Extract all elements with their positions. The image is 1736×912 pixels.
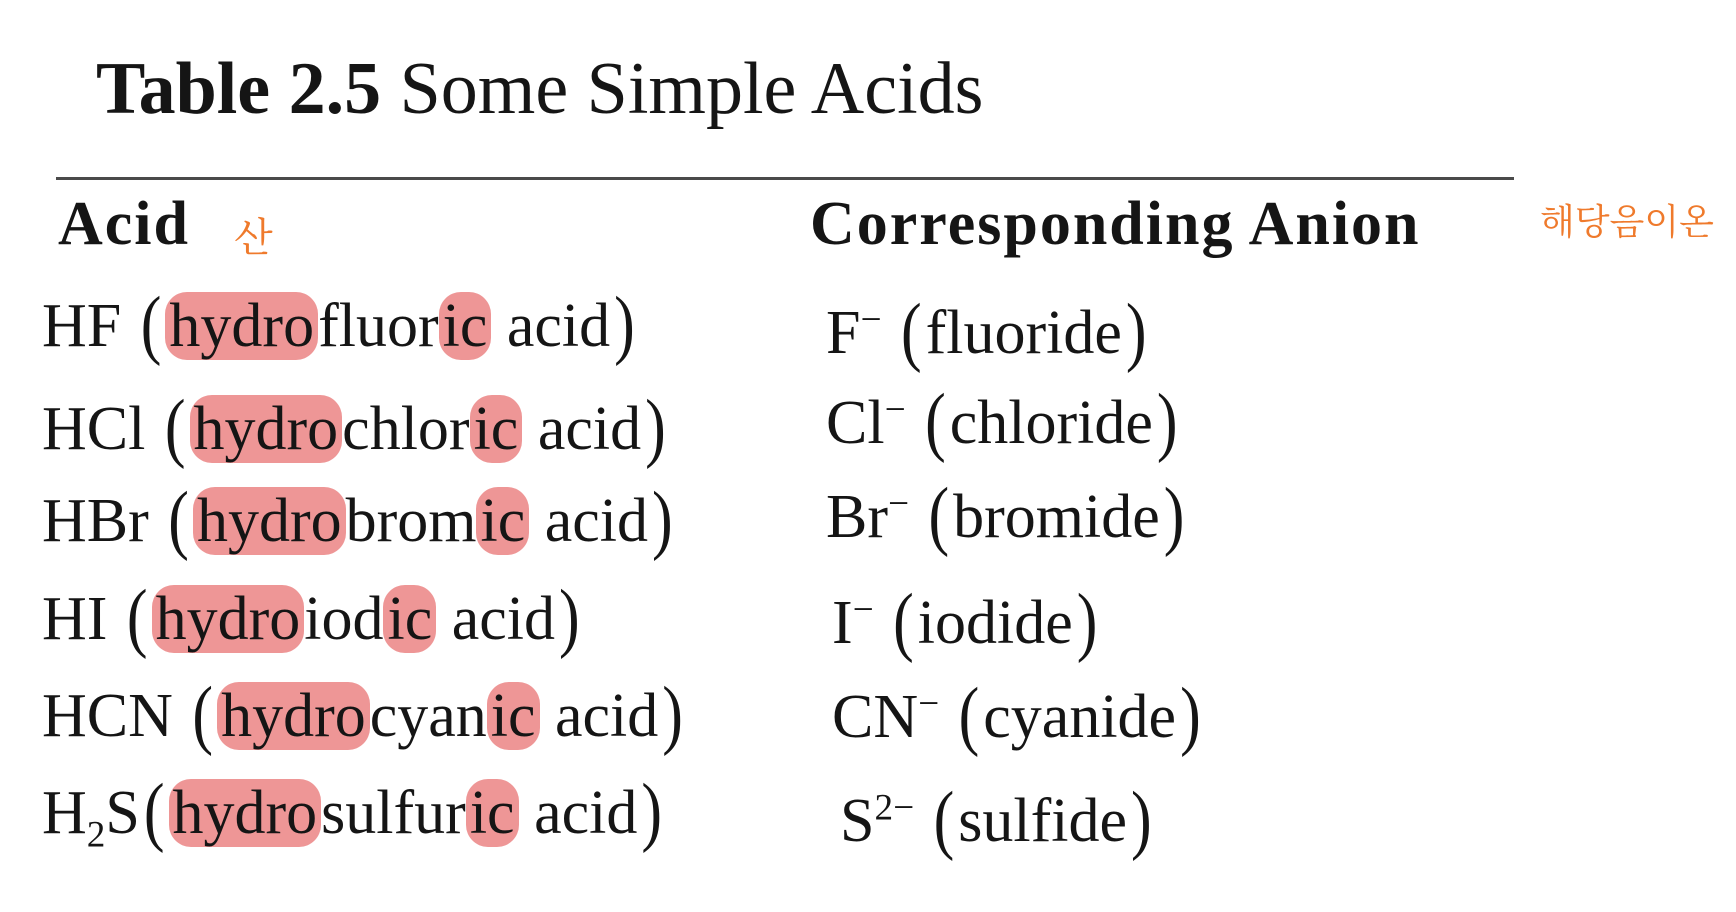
anion-symbol: Br [826, 483, 888, 551]
anion-row-fluoride: F− (fluoride) [826, 288, 1147, 374]
highlight-suffix: ic [470, 395, 523, 463]
highlight-suffix: ic [383, 585, 436, 653]
table-caption: Some Simple Acids [399, 48, 984, 130]
highlight-suffix: ic [439, 292, 492, 360]
acid-stem: fluor [318, 292, 439, 360]
acid-formula: HF [42, 292, 122, 360]
acid-stem: brom [345, 487, 477, 555]
highlight-prefix: hydro [165, 292, 318, 360]
acid-row-h2s: $H_2S$( hydrosulfuric acid) [42, 768, 662, 856]
acid-word: acid [534, 779, 638, 847]
acid-row-hcn: HCN ( hydrocyanic acid) [42, 671, 683, 757]
acid-word: acid [537, 395, 642, 463]
acid-word: acid [451, 585, 555, 653]
acid-stem: cyan [369, 682, 487, 750]
header-rule [56, 177, 1514, 180]
formula-element: H [42, 779, 87, 847]
anion-symbol: I [832, 589, 853, 657]
acid-formula [42, 779, 140, 856]
acid-formula: HCl [42, 395, 146, 463]
anion-name: cyanide [983, 683, 1177, 751]
anion-name: sulfide [958, 787, 1127, 855]
acid-row-hi: HI ( hydroiodic acid) [42, 574, 580, 660]
acid-row-hcl: HCl ( hydrochloric acid) [42, 384, 666, 470]
anion-symbol: S [840, 787, 875, 855]
acid-row-hf: HF ( hydrofluoric acid) [42, 281, 635, 367]
page-title [96, 48, 984, 130]
highlight-suffix: ic [487, 682, 540, 750]
table-number: Table 2.5 [96, 48, 382, 130]
formula-element: S [105, 779, 140, 847]
anion-name: bromide [953, 483, 1160, 551]
acid-column-header: Acid [58, 190, 190, 258]
anion-charge: − [884, 389, 906, 431]
acid-word: acid [555, 682, 659, 750]
highlight-prefix: hydro [152, 585, 305, 653]
anion-charge: − [860, 299, 882, 341]
acid-word: acid [544, 487, 648, 555]
anion-row-sulfide: $S^{2-}$ (sulfide) [840, 776, 1152, 862]
acid-stem: chlor [342, 395, 470, 463]
anion-symbol: CN [832, 683, 919, 751]
anion-name: chloride [949, 389, 1153, 457]
acid-row-hbr: HBr ( hydrobromic acid) [42, 476, 673, 562]
anion-column-header: Corresponding Anion [810, 190, 1421, 258]
highlight-suffix: ic [476, 487, 529, 555]
acid-stem: iod [304, 585, 384, 653]
anion-charge: − [888, 483, 909, 525]
anion-charge: − [918, 683, 940, 725]
formula-subscript: 2 [86, 814, 106, 856]
highlight-suffix: ic [466, 779, 519, 847]
acid-word: acid [506, 292, 611, 360]
anion-name: fluoride [925, 299, 1122, 367]
highlight-prefix: hydro [190, 395, 343, 463]
anion-charge: − [852, 589, 874, 631]
anion-row-iodide: I− (iodide) [832, 578, 1098, 664]
anion-symbol: F [826, 299, 861, 367]
highlight-prefix: hydro [217, 682, 370, 750]
anion-row-chloride: Cl− (chloride) [826, 378, 1178, 464]
highlight-prefix: hydro [193, 487, 346, 555]
anion-handwritten-note: 해당음이온 [1540, 202, 1714, 243]
acid-handwritten-note: 산 [234, 215, 273, 261]
acid-formula: HBr [42, 487, 149, 555]
anion-symbol: Cl [826, 389, 885, 457]
acid-stem: sulfur [321, 779, 466, 847]
acid-formula: HCN [42, 682, 173, 750]
anion-row-bromide: Br− (bromide) [826, 472, 1185, 558]
anion-charge: 2− [874, 787, 915, 829]
anion-row-cyanide: CN− (cyanide) [832, 672, 1201, 758]
acid-formula: HI [42, 585, 108, 653]
anion-name: iodide [917, 589, 1073, 657]
highlight-prefix: hydro [169, 779, 322, 847]
